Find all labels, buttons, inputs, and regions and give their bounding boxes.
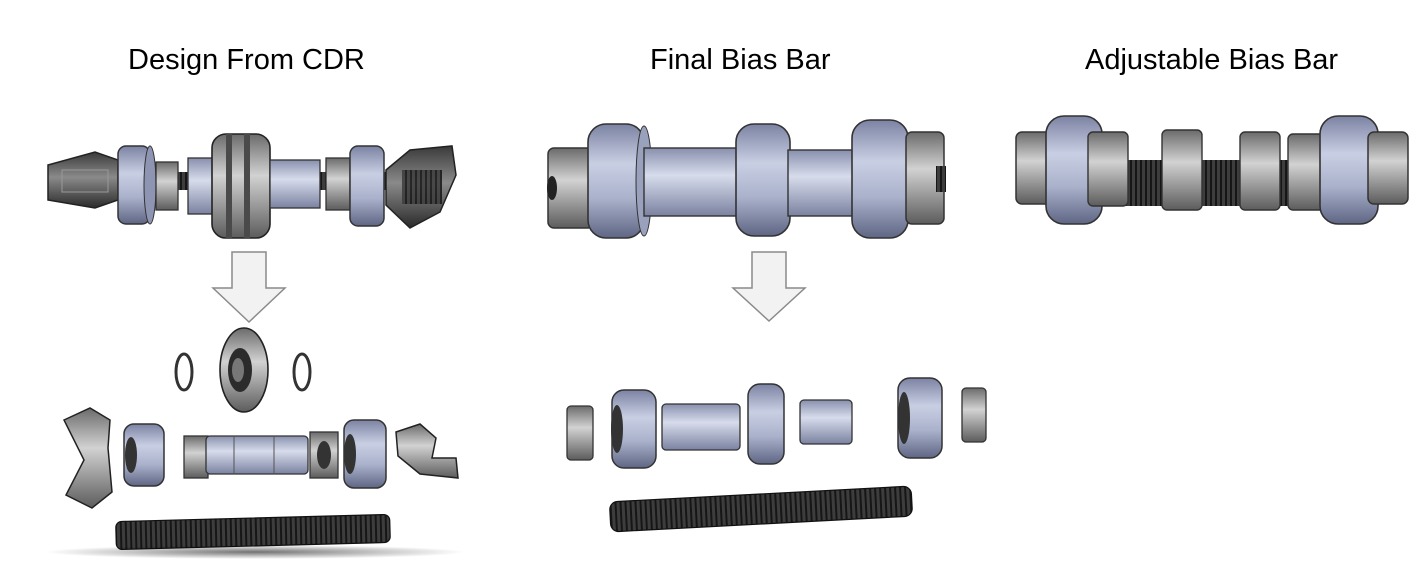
final-down-arrow (733, 252, 805, 321)
adjustable-bias-bar-title: Adjustable Bias Bar (1085, 44, 1339, 76)
cdr-down-arrow (213, 252, 285, 322)
adjustable-assembled-illustration (1016, 116, 1408, 224)
final-assembled-illustration (547, 120, 946, 238)
cdr-exploded-illustration (45, 328, 465, 559)
final-bias-bar-title: Final Bias Bar (650, 44, 831, 76)
design-from-cdr-title: Design From CDR (128, 44, 365, 76)
cdr-assembled-illustration (48, 134, 456, 238)
final-exploded-illustration (567, 378, 986, 532)
